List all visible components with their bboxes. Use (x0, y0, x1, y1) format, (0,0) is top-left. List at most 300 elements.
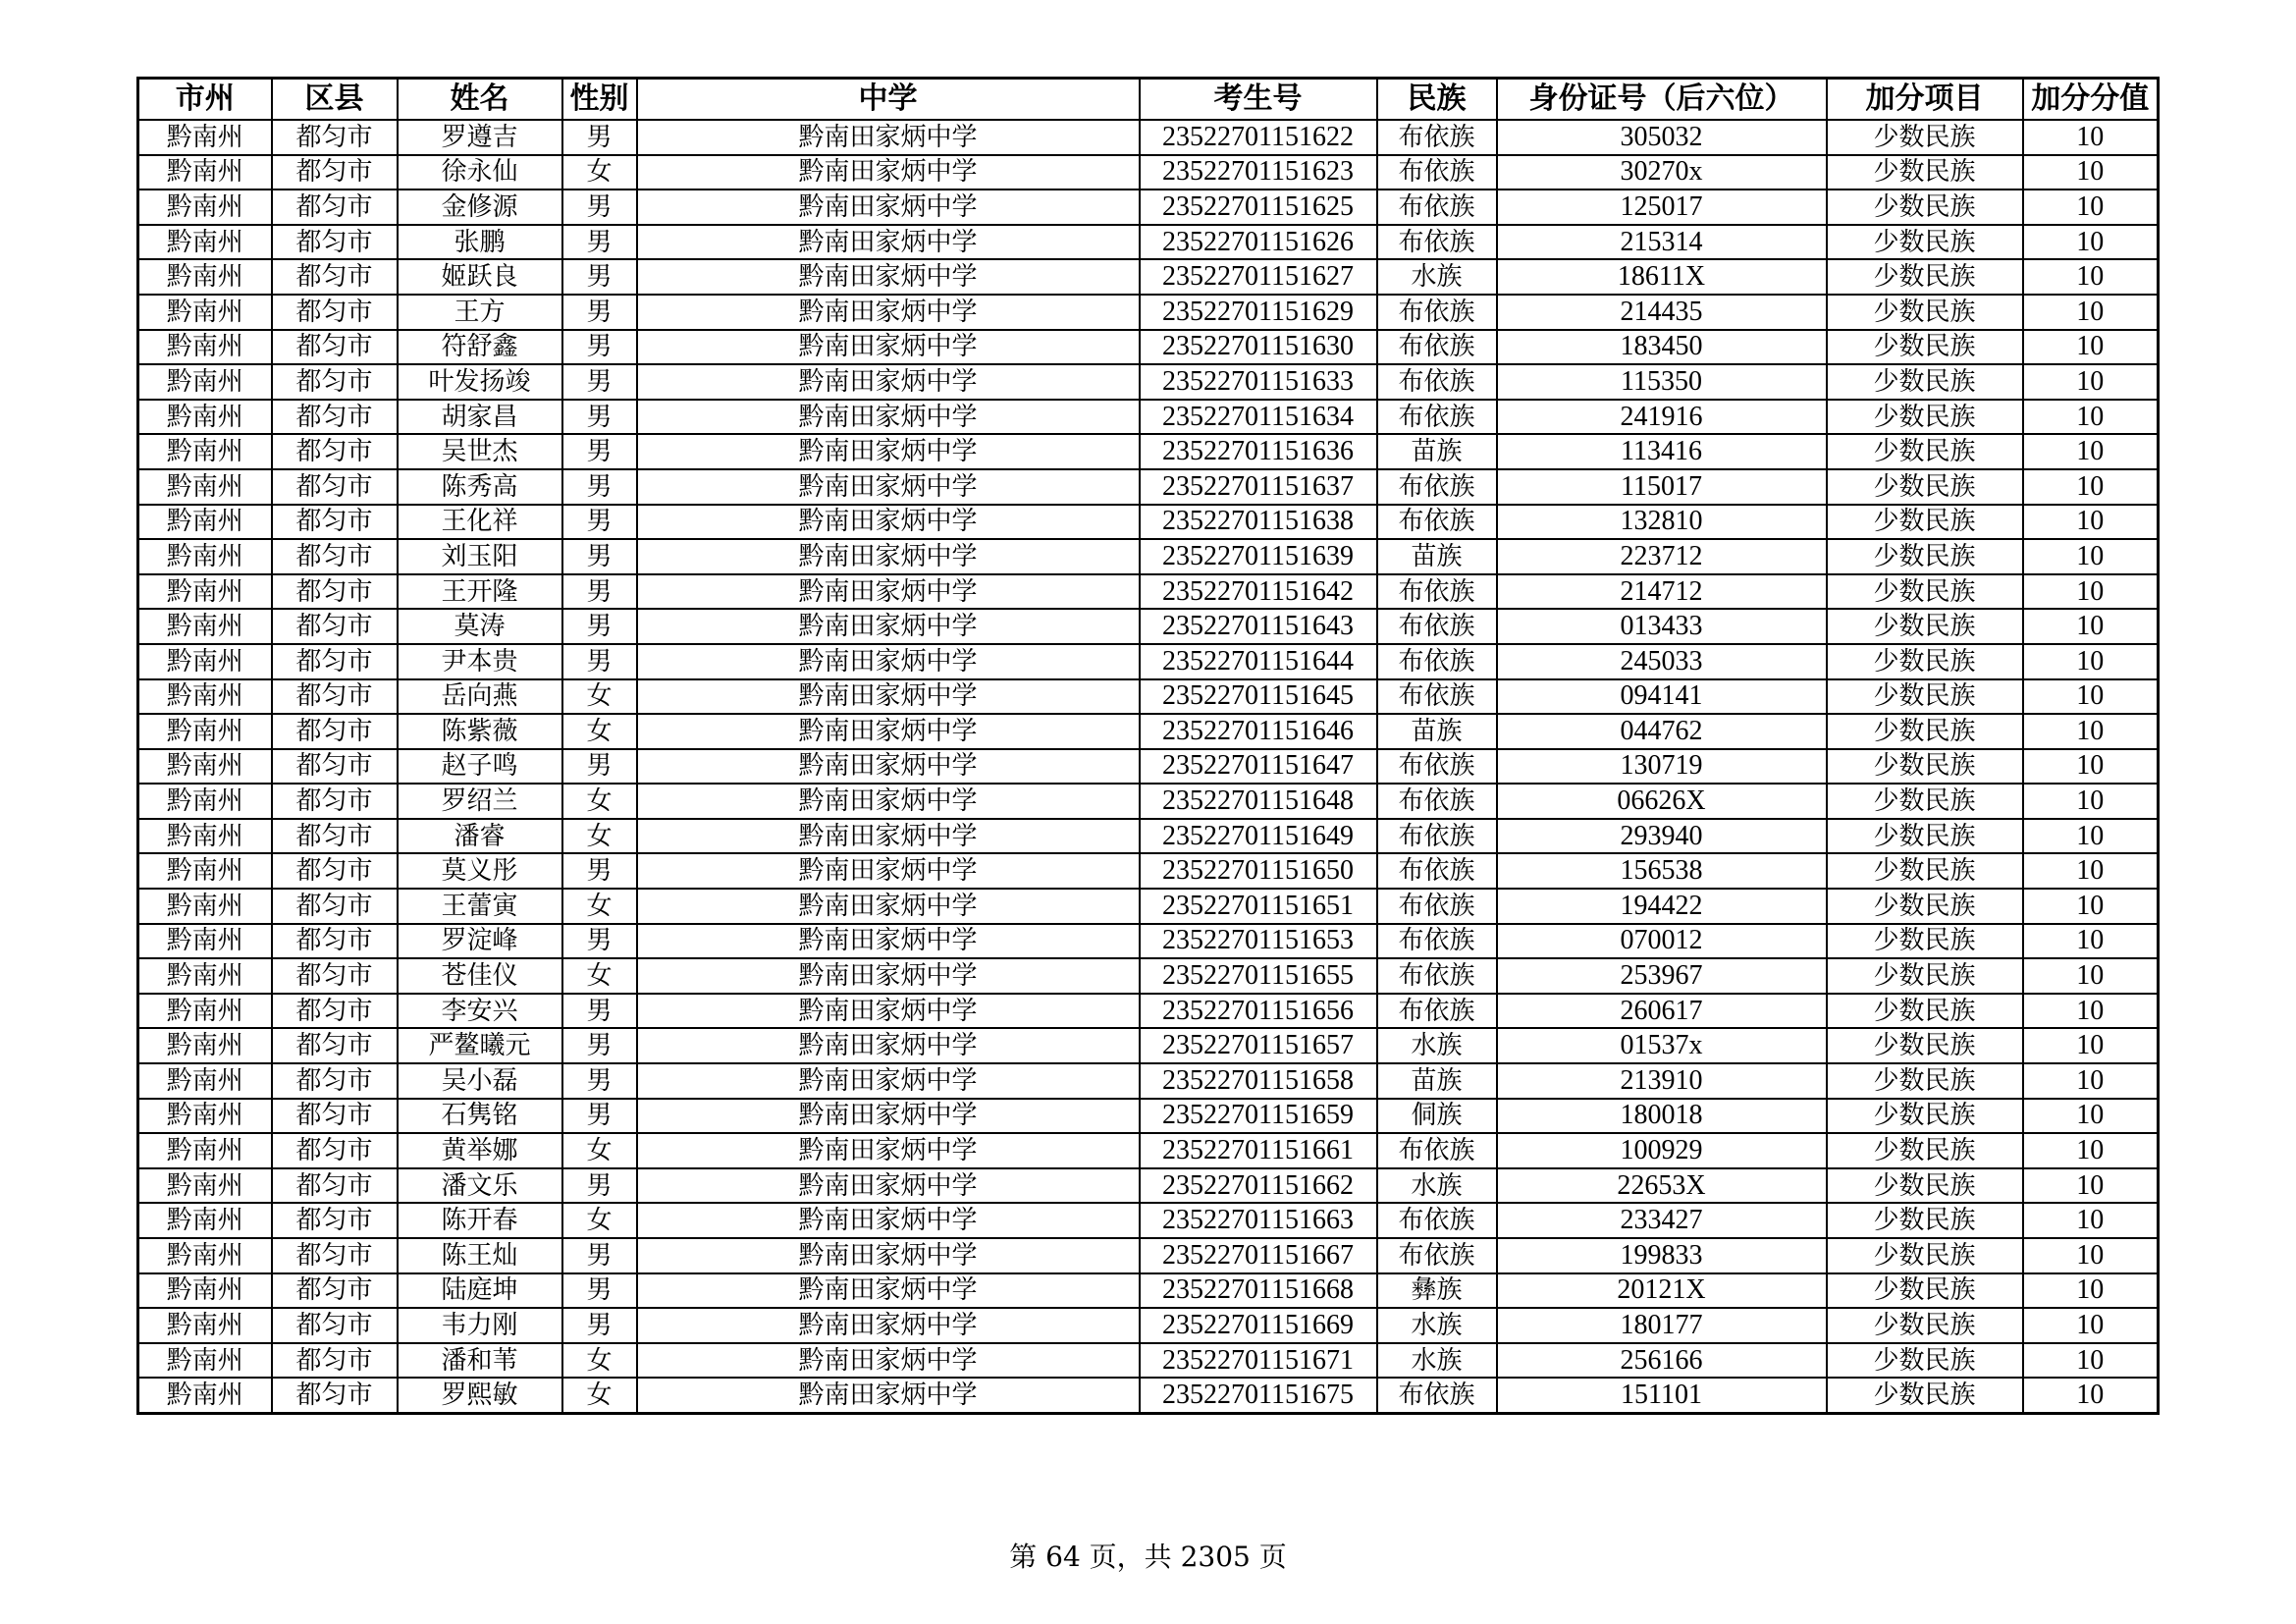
cell-id-last-six: 233427 (1497, 1203, 1827, 1238)
cell-gender: 男 (562, 1168, 637, 1204)
cell-city: 黔南州 (138, 574, 272, 610)
cell-name: 吴世杰 (398, 434, 562, 469)
cell-city: 黔南州 (138, 714, 272, 749)
cell-name: 罗熙敏 (398, 1378, 562, 1413)
cell-bonus-points: 10 (2023, 889, 2159, 924)
cell-bonus-item: 少数民族 (1827, 819, 2023, 854)
cell-county: 都匀市 (272, 1099, 398, 1134)
cell-exam-number: 23522701151671 (1140, 1343, 1377, 1379)
cell-bonus-item: 少数民族 (1827, 1308, 2023, 1343)
cell-county: 都匀市 (272, 1238, 398, 1273)
cell-id-last-six: 241916 (1497, 400, 1827, 435)
cell-bonus-item: 少数民族 (1827, 1028, 2023, 1063)
cell-bonus-item: 少数民族 (1827, 1063, 2023, 1099)
cell-county: 都匀市 (272, 155, 398, 190)
cell-name: 刘玉阳 (398, 539, 562, 574)
cell-exam-number: 23522701151633 (1140, 364, 1377, 400)
cell-ethnicity: 布依族 (1377, 225, 1497, 260)
table-row (138, 1203, 2159, 1238)
cell-county: 都匀市 (272, 400, 398, 435)
cell-city: 黔南州 (138, 749, 272, 785)
cell-city: 黔南州 (138, 225, 272, 260)
cell-name: 金修源 (398, 189, 562, 225)
cell-id-last-six: 156538 (1497, 853, 1827, 889)
cell-name: 韦力刚 (398, 1308, 562, 1343)
table-row (138, 434, 2159, 469)
cell-exam-number: 23522701151646 (1140, 714, 1377, 749)
cell-school: 黔南田家炳中学 (637, 749, 1140, 785)
cell-bonus-item: 少数民族 (1827, 295, 2023, 330)
cell-bonus-points: 10 (2023, 1378, 2159, 1413)
cell-name: 王蕾寅 (398, 889, 562, 924)
cell-gender: 男 (562, 295, 637, 330)
table-row (138, 330, 2159, 365)
cell-id-last-six: 214435 (1497, 295, 1827, 330)
cell-gender: 男 (562, 400, 637, 435)
table-row (138, 714, 2159, 749)
cell-ethnicity: 布依族 (1377, 609, 1497, 644)
cell-exam-number: 23522701151662 (1140, 1168, 1377, 1204)
cell-exam-number: 23522701151645 (1140, 679, 1377, 715)
cell-gender: 男 (562, 609, 637, 644)
cell-bonus-item: 少数民族 (1827, 958, 2023, 994)
table-row (138, 120, 2159, 155)
column-header-id-last-six: 身份证号（后六位） (1497, 79, 1827, 121)
cell-gender: 女 (562, 819, 637, 854)
cell-school: 黔南田家炳中学 (637, 1238, 1140, 1273)
cell-name: 陈开春 (398, 1203, 562, 1238)
cell-name: 莫涛 (398, 609, 562, 644)
cell-exam-number: 23522701151627 (1140, 259, 1377, 295)
cell-ethnicity: 布依族 (1377, 819, 1497, 854)
cell-ethnicity: 布依族 (1377, 574, 1497, 610)
cell-county: 都匀市 (272, 749, 398, 785)
cell-gender: 男 (562, 1273, 637, 1309)
cell-city: 黔南州 (138, 1273, 272, 1309)
cell-gender: 女 (562, 679, 637, 715)
table-row (138, 574, 2159, 610)
cell-city: 黔南州 (138, 505, 272, 540)
cell-id-last-six: 115017 (1497, 469, 1827, 505)
cell-school: 黔南田家炳中学 (637, 505, 1140, 540)
cell-school: 黔南田家炳中学 (637, 434, 1140, 469)
cell-gender: 女 (562, 714, 637, 749)
table-row (138, 1238, 2159, 1273)
cell-gender: 男 (562, 1238, 637, 1273)
cell-bonus-item: 少数民族 (1827, 714, 2023, 749)
cell-city: 黔南州 (138, 120, 272, 155)
cell-gender: 男 (562, 330, 637, 365)
cell-ethnicity: 布依族 (1377, 120, 1497, 155)
cell-bonus-points: 10 (2023, 120, 2159, 155)
table-row (138, 644, 2159, 679)
table-row (138, 853, 2159, 889)
cell-exam-number: 23522701151667 (1140, 1238, 1377, 1273)
cell-name: 罗淀峰 (398, 924, 562, 959)
cell-name: 潘睿 (398, 819, 562, 854)
cell-exam-number: 23522701151651 (1140, 889, 1377, 924)
table-row (138, 364, 2159, 400)
cell-ethnicity: 布依族 (1377, 189, 1497, 225)
cell-ethnicity: 布依族 (1377, 924, 1497, 959)
cell-name: 王化祥 (398, 505, 562, 540)
column-header-bonus-points: 加分分值 (2023, 79, 2159, 121)
cell-gender: 男 (562, 469, 637, 505)
cell-county: 都匀市 (272, 1378, 398, 1413)
cell-gender: 男 (562, 924, 637, 959)
cell-id-last-six: 256166 (1497, 1343, 1827, 1379)
cell-name: 陈紫薇 (398, 714, 562, 749)
cell-id-last-six: 151101 (1497, 1378, 1827, 1413)
cell-school: 黔南田家炳中学 (637, 994, 1140, 1029)
cell-bonus-points: 10 (2023, 853, 2159, 889)
cell-name: 罗遵吉 (398, 120, 562, 155)
cell-gender: 男 (562, 1063, 637, 1099)
cell-gender: 女 (562, 889, 637, 924)
cell-exam-number: 23522701151648 (1140, 784, 1377, 819)
cell-school: 黔南田家炳中学 (637, 958, 1140, 994)
cell-id-last-six: 094141 (1497, 679, 1827, 715)
cell-bonus-points: 10 (2023, 434, 2159, 469)
cell-bonus-item: 少数民族 (1827, 225, 2023, 260)
cell-ethnicity: 布依族 (1377, 469, 1497, 505)
cell-ethnicity: 水族 (1377, 1343, 1497, 1379)
table-row (138, 1028, 2159, 1063)
cell-gender: 男 (562, 189, 637, 225)
cell-id-last-six: 18611X (1497, 259, 1827, 295)
cell-name: 张鹏 (398, 225, 562, 260)
table-row (138, 155, 2159, 190)
cell-bonus-item: 少数民族 (1827, 539, 2023, 574)
cell-city: 黔南州 (138, 1028, 272, 1063)
cell-city: 黔南州 (138, 434, 272, 469)
column-header-ethnicity: 民族 (1377, 79, 1497, 121)
cell-county: 都匀市 (272, 505, 398, 540)
cell-id-last-six: 214712 (1497, 574, 1827, 610)
cell-gender: 男 (562, 644, 637, 679)
cell-bonus-points: 10 (2023, 1343, 2159, 1379)
cell-school: 黔南田家炳中学 (637, 1343, 1140, 1379)
cell-county: 都匀市 (272, 189, 398, 225)
table-row (138, 679, 2159, 715)
cell-school: 黔南田家炳中学 (637, 574, 1140, 610)
cell-county: 都匀市 (272, 120, 398, 155)
cell-bonus-points: 10 (2023, 1308, 2159, 1343)
cell-gender: 男 (562, 434, 637, 469)
cell-id-last-six: 30270x (1497, 155, 1827, 190)
cell-county: 都匀市 (272, 364, 398, 400)
cell-exam-number: 23522701151647 (1140, 749, 1377, 785)
cell-name: 赵子鸣 (398, 749, 562, 785)
cell-school: 黔南田家炳中学 (637, 295, 1140, 330)
table-row (138, 400, 2159, 435)
table-row (138, 539, 2159, 574)
cell-exam-number: 23522701151623 (1140, 155, 1377, 190)
cell-id-last-six: 194422 (1497, 889, 1827, 924)
cell-exam-number: 23522701151626 (1140, 225, 1377, 260)
table-row (138, 189, 2159, 225)
cell-exam-number: 23522701151668 (1140, 1273, 1377, 1309)
table-row (138, 958, 2159, 994)
cell-city: 黔南州 (138, 189, 272, 225)
table-row (138, 1133, 2159, 1168)
cell-name: 陈王灿 (398, 1238, 562, 1273)
cell-school: 黔南田家炳中学 (637, 539, 1140, 574)
cell-bonus-item: 少数民族 (1827, 853, 2023, 889)
cell-ethnicity: 布依族 (1377, 295, 1497, 330)
cell-bonus-item: 少数民族 (1827, 434, 2023, 469)
cell-gender: 男 (562, 994, 637, 1029)
table-row (138, 1063, 2159, 1099)
cell-county: 都匀市 (272, 295, 398, 330)
cell-gender: 女 (562, 1133, 637, 1168)
cell-bonus-points: 10 (2023, 609, 2159, 644)
cell-school: 黔南田家炳中学 (637, 853, 1140, 889)
cell-city: 黔南州 (138, 853, 272, 889)
table-body (138, 120, 2159, 1413)
cell-city: 黔南州 (138, 539, 272, 574)
cell-name: 徐永仙 (398, 155, 562, 190)
cell-ethnicity: 布依族 (1377, 1378, 1497, 1413)
cell-county: 都匀市 (272, 784, 398, 819)
cell-county: 都匀市 (272, 958, 398, 994)
cell-id-last-six: 01537x (1497, 1028, 1827, 1063)
cell-bonus-item: 少数民族 (1827, 155, 2023, 190)
cell-ethnicity: 布依族 (1377, 505, 1497, 540)
cell-id-last-six: 132810 (1497, 505, 1827, 540)
cell-county: 都匀市 (272, 1133, 398, 1168)
cell-county: 都匀市 (272, 1343, 398, 1379)
cell-name: 莫义彤 (398, 853, 562, 889)
cell-exam-number: 23522701151653 (1140, 924, 1377, 959)
cell-school: 黔南田家炳中学 (637, 1203, 1140, 1238)
cell-bonus-points: 10 (2023, 364, 2159, 400)
cell-bonus-item: 少数民族 (1827, 784, 2023, 819)
cell-name: 严鳌曦元 (398, 1028, 562, 1063)
cell-name: 陈秀高 (398, 469, 562, 505)
cell-ethnicity: 布依族 (1377, 958, 1497, 994)
cell-id-last-six: 22653X (1497, 1168, 1827, 1204)
cell-city: 黔南州 (138, 679, 272, 715)
table-row (138, 609, 2159, 644)
cell-exam-number: 23522701151622 (1140, 120, 1377, 155)
cell-id-last-six: 100929 (1497, 1133, 1827, 1168)
cell-school: 黔南田家炳中学 (637, 1063, 1140, 1099)
cell-bonus-item: 少数民族 (1827, 574, 2023, 610)
cell-id-last-six: 070012 (1497, 924, 1827, 959)
cell-bonus-item: 少数民族 (1827, 1099, 2023, 1134)
cell-ethnicity: 布依族 (1377, 400, 1497, 435)
table-row (138, 469, 2159, 505)
cell-bonus-points: 10 (2023, 574, 2159, 610)
cell-bonus-item: 少数民族 (1827, 749, 2023, 785)
cell-county: 都匀市 (272, 853, 398, 889)
cell-id-last-six: 180018 (1497, 1099, 1827, 1134)
cell-bonus-points: 10 (2023, 784, 2159, 819)
cell-bonus-item: 少数民族 (1827, 330, 2023, 365)
cell-exam-number: 23522701151655 (1140, 958, 1377, 994)
cell-id-last-six: 113416 (1497, 434, 1827, 469)
cell-ethnicity: 苗族 (1377, 539, 1497, 574)
cell-school: 黔南田家炳中学 (637, 1099, 1140, 1134)
table-row (138, 994, 2159, 1029)
cell-ethnicity: 布依族 (1377, 364, 1497, 400)
cell-school: 黔南田家炳中学 (637, 1378, 1140, 1413)
cell-exam-number: 23522701151649 (1140, 819, 1377, 854)
cell-ethnicity: 苗族 (1377, 1063, 1497, 1099)
cell-school: 黔南田家炳中学 (637, 364, 1140, 400)
cell-name: 胡家昌 (398, 400, 562, 435)
cell-county: 都匀市 (272, 679, 398, 715)
cell-bonus-points: 10 (2023, 958, 2159, 994)
cell-city: 黔南州 (138, 1308, 272, 1343)
cell-bonus-points: 10 (2023, 924, 2159, 959)
cell-bonus-points: 10 (2023, 225, 2159, 260)
cell-ethnicity: 布依族 (1377, 644, 1497, 679)
cell-ethnicity: 布依族 (1377, 889, 1497, 924)
cell-id-last-six: 223712 (1497, 539, 1827, 574)
cell-bonus-item: 少数民族 (1827, 1203, 2023, 1238)
cell-id-last-six: 130719 (1497, 749, 1827, 785)
cell-name: 吴小磊 (398, 1063, 562, 1099)
cell-ethnicity: 水族 (1377, 1168, 1497, 1204)
table-row (138, 505, 2159, 540)
column-header-bonus-item: 加分项目 (1827, 79, 2023, 121)
cell-city: 黔南州 (138, 259, 272, 295)
cell-ethnicity: 布依族 (1377, 784, 1497, 819)
cell-id-last-six: 20121X (1497, 1273, 1827, 1309)
cell-name: 李安兴 (398, 994, 562, 1029)
cell-exam-number: 23522701151656 (1140, 994, 1377, 1029)
cell-id-last-six: 260617 (1497, 994, 1827, 1029)
cell-bonus-points: 10 (2023, 714, 2159, 749)
cell-bonus-points: 10 (2023, 1168, 2159, 1204)
cell-name: 黄举娜 (398, 1133, 562, 1168)
cell-school: 黔南田家炳中学 (637, 330, 1140, 365)
cell-county: 都匀市 (272, 714, 398, 749)
cell-ethnicity: 布依族 (1377, 853, 1497, 889)
cell-bonus-item: 少数民族 (1827, 609, 2023, 644)
cell-bonus-item: 少数民族 (1827, 1343, 2023, 1379)
cell-bonus-points: 10 (2023, 155, 2159, 190)
table-row (138, 784, 2159, 819)
table-row (138, 259, 2159, 295)
cell-ethnicity: 苗族 (1377, 714, 1497, 749)
cell-ethnicity: 布依族 (1377, 330, 1497, 365)
cell-bonus-points: 10 (2023, 189, 2159, 225)
cell-county: 都匀市 (272, 469, 398, 505)
cell-county: 都匀市 (272, 889, 398, 924)
cell-bonus-points: 10 (2023, 1133, 2159, 1168)
cell-bonus-points: 10 (2023, 1063, 2159, 1099)
table-row (138, 749, 2159, 785)
table-row (138, 924, 2159, 959)
cell-gender: 女 (562, 784, 637, 819)
cell-county: 都匀市 (272, 819, 398, 854)
cell-ethnicity: 布依族 (1377, 1238, 1497, 1273)
cell-school: 黔南田家炳中学 (637, 189, 1140, 225)
cell-bonus-points: 10 (2023, 994, 2159, 1029)
cell-county: 都匀市 (272, 609, 398, 644)
cell-ethnicity: 彝族 (1377, 1273, 1497, 1309)
cell-school: 黔南田家炳中学 (637, 1028, 1140, 1063)
cell-city: 黔南州 (138, 644, 272, 679)
table-row (138, 295, 2159, 330)
cell-bonus-points: 10 (2023, 1238, 2159, 1273)
cell-exam-number: 23522701151643 (1140, 609, 1377, 644)
cell-id-last-six: 215314 (1497, 225, 1827, 260)
cell-name: 陆庭坤 (398, 1273, 562, 1309)
cell-school: 黔南田家炳中学 (637, 259, 1140, 295)
cell-city: 黔南州 (138, 1203, 272, 1238)
cell-bonus-item: 少数民族 (1827, 505, 2023, 540)
column-header-exam-number: 考生号 (1140, 79, 1377, 121)
cell-county: 都匀市 (272, 1168, 398, 1204)
cell-id-last-six: 245033 (1497, 644, 1827, 679)
cell-bonus-item: 少数民族 (1827, 924, 2023, 959)
cell-gender: 男 (562, 1308, 637, 1343)
candidate-bonus-table (136, 77, 2160, 1415)
cell-exam-number: 23522701151661 (1140, 1133, 1377, 1168)
cell-id-last-six: 199833 (1497, 1238, 1827, 1273)
cell-school: 黔南田家炳中学 (637, 609, 1140, 644)
cell-name: 潘文乐 (398, 1168, 562, 1204)
cell-school: 黔南田家炳中学 (637, 644, 1140, 679)
cell-bonus-item: 少数民族 (1827, 889, 2023, 924)
cell-bonus-points: 10 (2023, 469, 2159, 505)
cell-county: 都匀市 (272, 994, 398, 1029)
cell-school: 黔南田家炳中学 (637, 889, 1140, 924)
column-header-county: 区县 (272, 79, 398, 121)
cell-city: 黔南州 (138, 295, 272, 330)
cell-exam-number: 23522701151657 (1140, 1028, 1377, 1063)
cell-bonus-points: 10 (2023, 539, 2159, 574)
cell-exam-number: 23522701151637 (1140, 469, 1377, 505)
cell-name: 潘和苇 (398, 1343, 562, 1379)
cell-school: 黔南田家炳中学 (637, 819, 1140, 854)
cell-city: 黔南州 (138, 330, 272, 365)
cell-gender: 女 (562, 1343, 637, 1379)
cell-id-last-six: 183450 (1497, 330, 1827, 365)
cell-exam-number: 23522701151675 (1140, 1378, 1377, 1413)
cell-ethnicity: 苗族 (1377, 434, 1497, 469)
cell-bonus-points: 10 (2023, 679, 2159, 715)
cell-name: 石隽铭 (398, 1099, 562, 1134)
cell-exam-number: 23522701151634 (1140, 400, 1377, 435)
cell-gender: 女 (562, 958, 637, 994)
cell-exam-number: 23522701151658 (1140, 1063, 1377, 1099)
cell-gender: 男 (562, 505, 637, 540)
cell-ethnicity: 侗族 (1377, 1099, 1497, 1134)
cell-name: 王开隆 (398, 574, 562, 610)
cell-bonus-item: 少数民族 (1827, 994, 2023, 1029)
cell-city: 黔南州 (138, 1133, 272, 1168)
cell-name: 罗绍兰 (398, 784, 562, 819)
cell-bonus-points: 10 (2023, 259, 2159, 295)
cell-bonus-points: 10 (2023, 505, 2159, 540)
cell-ethnicity: 水族 (1377, 259, 1497, 295)
cell-school: 黔南田家炳中学 (637, 120, 1140, 155)
cell-city: 黔南州 (138, 400, 272, 435)
cell-id-last-six: 06626X (1497, 784, 1827, 819)
cell-gender: 女 (562, 155, 637, 190)
table-row (138, 819, 2159, 854)
cell-school: 黔南田家炳中学 (637, 1133, 1140, 1168)
cell-ethnicity: 布依族 (1377, 994, 1497, 1029)
cell-name: 叶发扬竣 (398, 364, 562, 400)
cell-bonus-item: 少数民族 (1827, 189, 2023, 225)
page-footer: 第 64 页，共 2305 页 (1009, 1541, 1287, 1573)
